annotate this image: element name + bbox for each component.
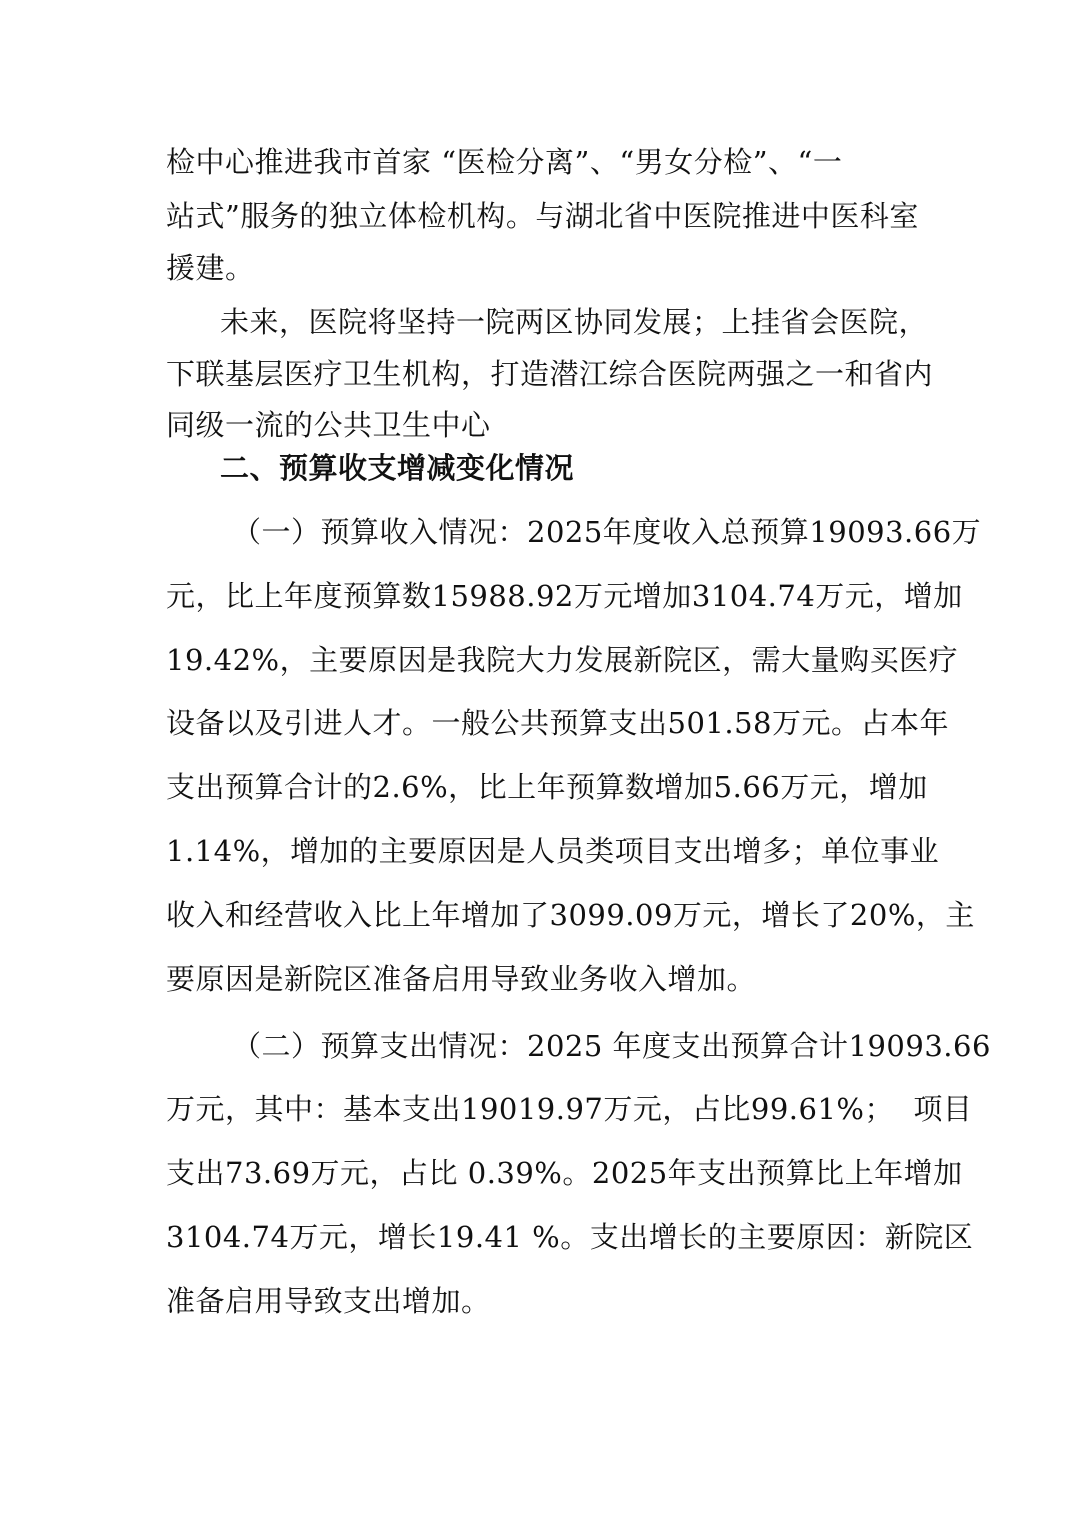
paragraph-2-line-3: 同级一流的公共卫生中心 — [166, 408, 491, 442]
paragraph-3-line-1: （一）预算收入情况：2025年度收入总预算19093.66万 — [232, 515, 982, 549]
paragraph-1-line-1: 检中心推进我市首家 “医检分离”、“男女分检”、“一 — [166, 145, 843, 179]
paragraph-4-line-3: 支出73.69万元，占比 0.39%。2025年支出预算比上年增加 — [166, 1156, 963, 1190]
paragraph-3-line-7: 收入和经营收入比上年增加了3099.09万元，增长了20%，主 — [166, 898, 975, 932]
section-heading: 二、预算收支增减变化情况 — [220, 451, 575, 485]
paragraph-3-line-6: 1.14%，增加的主要原因是人员类项目支出增多；单位事业 — [166, 834, 940, 868]
paragraph-4-line-4: 3104.74万元，增长19.41 %。支出增长的主要原因：新院区 — [166, 1220, 974, 1254]
paragraph-1-line-2: 站式”服务的独立体检机构。与湖北省中医院推进中医科室 — [166, 199, 919, 233]
paragraph-3-line-8: 要原因是新院区准备启用导致业务收入增加。 — [166, 962, 757, 996]
paragraph-3-line-3: 19.42%，主要原因是我院大力发展新院区，需大量购买医疗 — [166, 643, 959, 677]
paragraph-3-line-4: 设备以及引进人才。一般公共预算支出501.58万元。占本年 — [166, 706, 949, 740]
paragraph-2-line-2: 下联基层医疗卫生机构，打造潜江综合医院两强之一和省内 — [166, 357, 934, 391]
paragraph-3-line-5: 支出预算合计的2.6%，比上年预算数增加5.66万元，增加 — [166, 770, 928, 804]
paragraph-4-line-2: 万元，其中：基本支出19019.97万元，占比99.61%； 项目 — [166, 1092, 973, 1126]
paragraph-1-line-3: 援建。 — [166, 251, 255, 285]
paragraph-2-line-1: 未来，医院将坚持一院两区协同发展；上挂省会医院， — [220, 305, 929, 339]
paragraph-3-line-2: 元，比上年度预算数15988.92万元增加3104.74万元，增加 — [166, 579, 963, 613]
paragraph-4-line-5: 准备启用导致支出增加。 — [166, 1284, 491, 1318]
paragraph-4-line-1: （二）预算支出情况：2025 年度支出预算合计19093.66 — [232, 1029, 991, 1063]
